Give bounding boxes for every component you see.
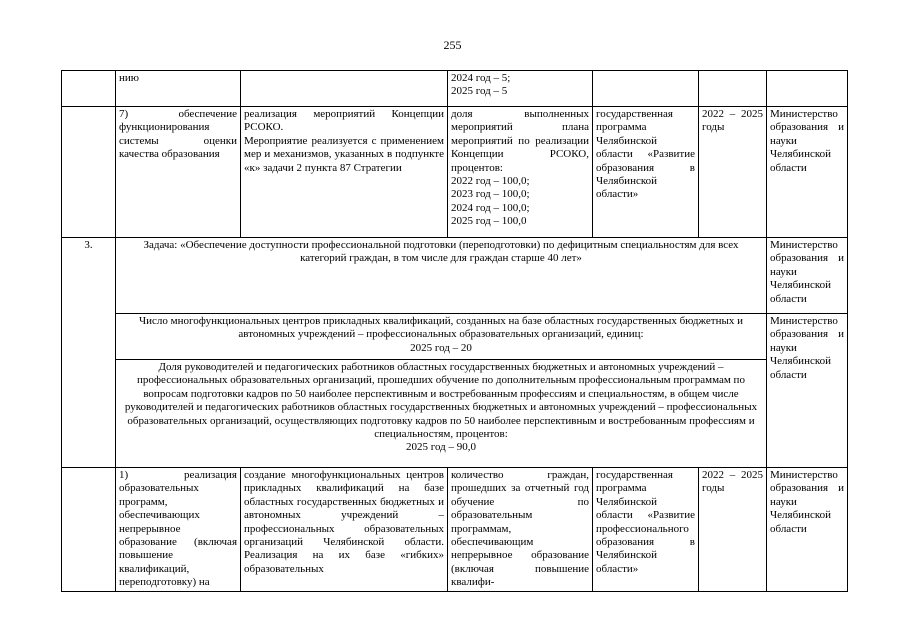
cell-number — [62, 71, 116, 107]
page-number: 255 — [443, 38, 462, 52]
cell-measure: 7) обеспечение функционирования системы оценки качества образования — [116, 107, 241, 238]
cell-program: государственная программа Челябинской области «Развитие образования в Челябинской области» — [593, 107, 699, 238]
cell-responsible: Министерство образования и науки Челябинской области — [767, 107, 848, 238]
table-row — [62, 238, 848, 314]
cell-period: 2022 – 2025 годы — [699, 107, 767, 238]
task-title: Задача: «Обеспечение доступности профессиональной подготовки (переподготовки) по дефицитным специальностям для всех категорий граждан, в том числе для граждан старше 40 лет» — [116, 238, 767, 314]
table-row — [62, 71, 848, 107]
cell-measure: нию — [116, 71, 241, 107]
cell-period — [699, 71, 767, 107]
cell-program — [593, 71, 699, 107]
table-row — [62, 468, 848, 592]
cell-responsible: Министерство образования и науки Челябинской области — [767, 238, 848, 314]
cell-indicator: доля выполненных мероприятий плана мероприятий по реализации Концепции РСОКО, процентов: 2022 год – 100,0; 2023 год – 100,0; 2024 год – 100,0; 2025 год – 100,0 — [448, 107, 593, 238]
cell-number: 3. — [62, 238, 116, 468]
cell-mechanism — [241, 71, 448, 107]
measures-table — [61, 70, 848, 592]
cell-period: 2022 – 2025 годы — [699, 468, 767, 592]
table-row — [62, 107, 848, 238]
cell-indicator: количество граждан, прошедших за отчетный год обучение по образовательным программам, обеспечивающим непрерывное образование (включая повышение квалифи- — [448, 468, 593, 592]
cell-responsible: Министерство образования и науки Челябинской области — [767, 314, 848, 468]
cell-measure: 1) реализация образовательных программ, обеспечивающих непрерывное образование (включая повышение квалификаций, переподготовку) на — [116, 468, 241, 592]
cell-responsible — [767, 71, 848, 107]
cell-number — [62, 107, 116, 238]
target-indicator: Число многофункциональных центров прикладных квалификаций, созданных на базе областных государственных бюджетных и автономных учреждений – профессиональных образовательных организаций, единиц: 2025 год – 20 — [116, 314, 767, 360]
cell-indicator: 2024 год – 5; 2025 год – 5 — [448, 71, 593, 107]
table-row — [62, 314, 848, 360]
table-row — [62, 360, 848, 468]
cell-number — [62, 468, 116, 592]
cell-responsible: Министерство образования и науки Челябинской области — [767, 468, 848, 592]
cell-mechanism: создание многофункциональных центров прикладных квалификаций на базе областных государственных бюджетных и автономных учреждений – профессиональных образовательных организаций Челябинской области. Реализация на их базе «гибких» образовательных — [241, 468, 448, 592]
target-indicator: Доля руководителей и педагогических работников областных государственных бюджетных и автономных учреждений – профессиональных образовательных организаций, прошедших обучение по дополнительным профессиональным программам по вопросам подготовки кадров по 50 наиболее перспективным и востребованным профессиям и специальностям, в общем числе руководителей и педагогических работников областных государственных бюджетных и автономных учреждений – профессиональных образовательных организаций, осуществляющих подготовку кадров по 50 наиболее перспективным и востребованным профессиям и специальностям, процентов: 2025 год – 90,0 — [116, 360, 767, 468]
cell-program: государственная программа Челябинской области «Развитие профессионального образования в Челябинской области» — [593, 468, 699, 592]
cell-mechanism: реализация мероприятий Концепции РСОКО. Мероприятие реализуется с применением мер и механизмов, указанных в подпункте «к» задачи 2 пункта 87 Стратегии — [241, 107, 448, 238]
